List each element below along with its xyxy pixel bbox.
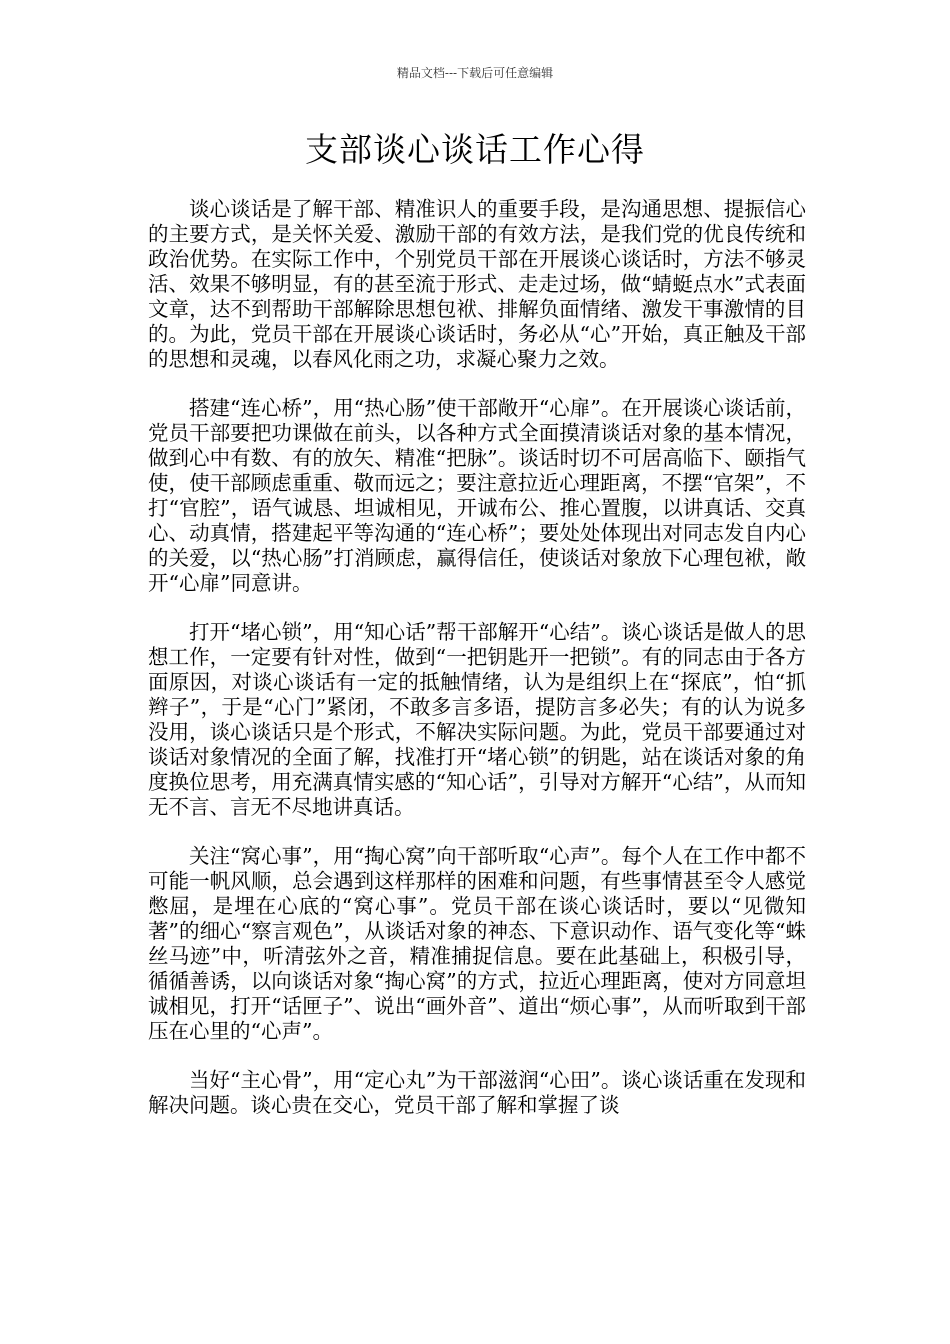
page-header: 精品文档---下载后可任意编辑 [396,66,554,80]
document-body [148,197,806,1142]
paragraph: 谈心谈话是了解干部、精准识人的重要手段，是沟通思想、提振信心的主要方式，是关怀关爱、激励干部的有效方法，是我们党的优良传统和政治优势。在实际工作中，个别党员干部在开展谈心谈话时，方法不够灵活、效果不够明显，有的甚至流于形式、走走过场，做“蜻蜓点水”式表面文章，达不到帮助干部解除思想包袱、排解负面情绪、激发干事激情的目的。为此，党员干部在开展谈心谈话时，务必从“心”开始，真正触及干部的思想和灵魂，以春风化雨之功，求凝心聚力之效。 [148,197,806,371]
paragraph: 当好“主心骨”，用“定心丸”为干部滋润“心田”。谈心谈话重在发现和解决问题。谈心贵在交心，党员干部了解和掌握了谈 [148,1068,806,1117]
document-title: 支部谈心谈话工作心得 [305,130,645,169]
paragraph: 关注“窝心事”，用“掏心窝”向干部听取“心声”。每个人在工作中都不可能一帆风顺，总会遇到这样那样的困难和问题，有些事情甚至令人感觉憋屈，是埋在心底的“窝心事”。党员干部在谈心谈话时，要以“见微知著”的细心“察言观色”，从谈话对象的神态、下意识动作、语气变化等“蛛丝马迹”中，听清弦外之音，精准捕捉信息。要在此基础上，积极引导，循循善诱，以向谈话对象“掏心窝”的方式，拉近心理距离，使对方同意坦诚相见，打开“话匣子”、说出“画外音”、道出“烦心事”，从而听取到干部压在心里的“心声”。 [148,844,806,1043]
paragraph: 搭建“连心桥”，用“热心肠”使干部敞开“心扉”。在开展谈心谈话前，党员干部要把功课做在前头，以各种方式全面摸清谈话对象的基本情况，做到心中有数、有的放矢、精准“把脉”。谈话时切不可居高临下、颐指气使，使干部顾虑重重、敬而远之；要注意拉近心理距离，不摆“官架”，不打“官腔”，语气诚恳、坦诚相见，开诚布公、推心置腹，以讲真话、交真心、动真情，搭建起平等沟通的“连心桥”；要处处体现出对同志发自内心的关爱，以“热心肠”打消顾虑，赢得信任，使谈话对象放下心理包袱，敞开“心扉”同意讲。 [148,396,806,595]
paragraph: 打开“堵心锁”，用“知心话”帮干部解开“心结”。谈心谈话是做人的思想工作，一定要有针对性，做到“一把钥匙开一把锁”。有的同志由于各方面原因，对谈心谈话有一定的抵触情绪，认为是组织上在“探底”，怕“抓辫子”，于是“心门”紧闭，不敢多言多语，提防言多必失；有的认为说多没用，谈心谈话只是个形式，不解决实际问题。为此，党员干部要通过对谈话对象情况的全面了解，找准打开“堵心锁”的钥匙，站在谈话对象的角度换位思考，用充满真情实感的“知心话”，引导对方解开“心结”，从而知无不言、言无不尽地讲真话。 [148,620,806,819]
